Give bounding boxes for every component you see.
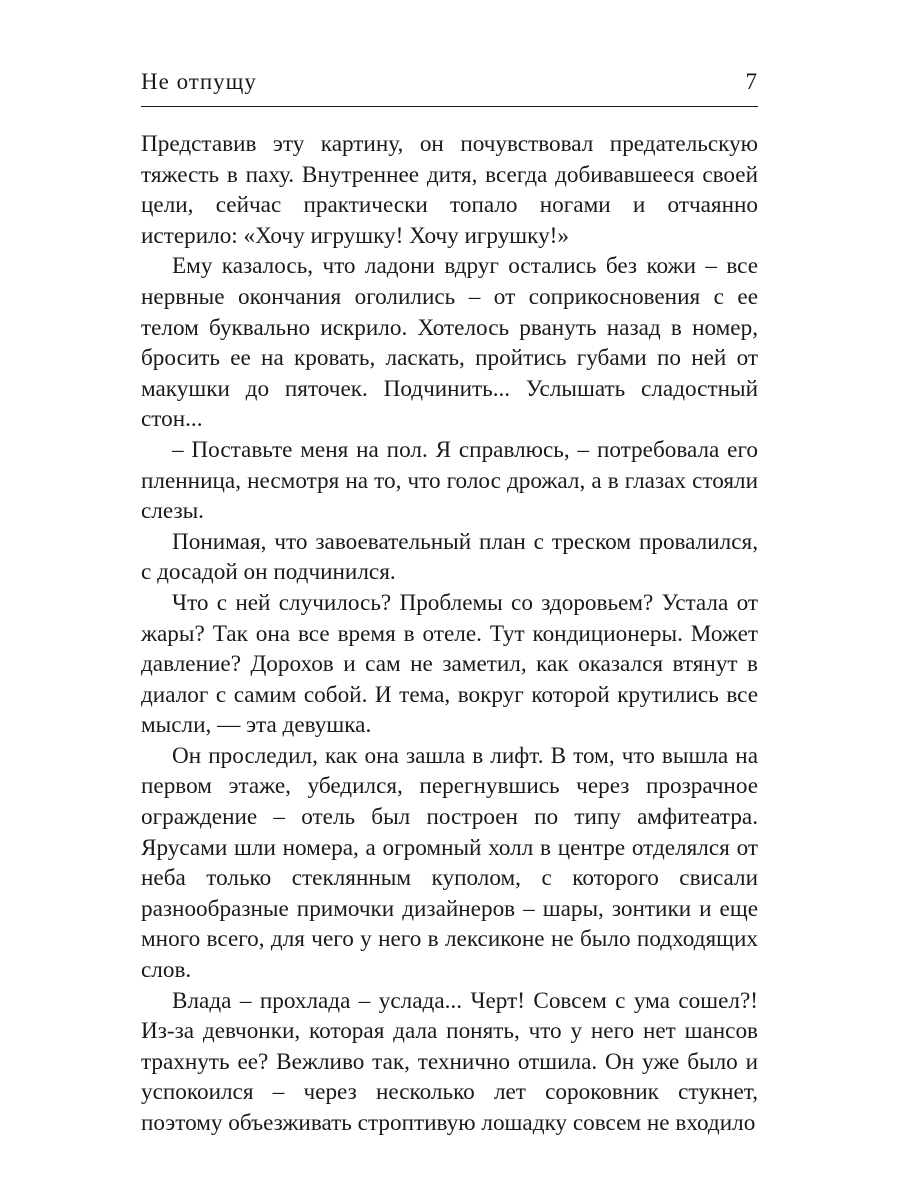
paragraph: Ему казалось, что ладони вдруг остались без кожи – все нервные окончания оголились – от соприкосновения с ее телом буквально искрило. Хотелось рвануть назад в номер, бросить ее на кровать, ласкать, пройтись губами по ней от макушки до пяточек. Подчинить... Услышать сладостный стон... [141,253,758,433]
running-title: Не отпущу [141,69,257,94]
running-header [141,66,758,102]
body-text [141,129,758,1139]
page-number: 7 [745,69,758,94]
book-page [141,66,758,1139]
paragraph: – Поставьте меня на пол. Я справлюсь, – потребовала его пленница, несмотря на то, что голос дрожал, а в глазах стояли слезы. [141,436,758,525]
header-rule [141,106,758,107]
paragraph: Влада – прохлада – услада... Черт! Совсем с ума сошел?! Из-за девчонки, которая дала понять, что у него нет шансов трахнуть ее? Вежливо так, технично отшила. Он уже было и успокоился – через несколько лет сороковник стукнет, поэтому объезживать строптивую лошадку совсем не входило [141,987,758,1136]
paragraph: Он проследил, как она зашла в лифт. В том, что вышла на первом этаже, убедился, перегнувшись через прозрачное ограждение – отель был построен по типу амфитеатра. Ярусами шли номера, а огромный холл в центре отделялся от неба только стеклянным куполом, с которого свисали разнообразные примочки дизайнеров – шары, зонтики и еще много всего, для чего у него в лексиконе не было подходящих слов. [141,742,758,984]
paragraph: Представив эту картину, он почувствовал предательскую тяжесть в паху. Внутреннее дитя, всегда добивавшееся своей цели, сейчас практически топало ногами и отчаянно истерило: «Хочу игрушку! Хочу игрушку!» [141,131,758,249]
paragraph: Что с ней случилось? Проблемы со здоровьем? Устала от жары? Так она все время в отеле. Тут кондиционеры. Может давление? Дорохов и сам не заметил, как оказался втянут в диалог с самим собой. И тема, вокруг которой крутились все мысли, –– эта девушка. [141,589,758,739]
paragraph: Понимая, что завоевательный план с треском провалился, с досадой он подчинился. [141,528,758,586]
